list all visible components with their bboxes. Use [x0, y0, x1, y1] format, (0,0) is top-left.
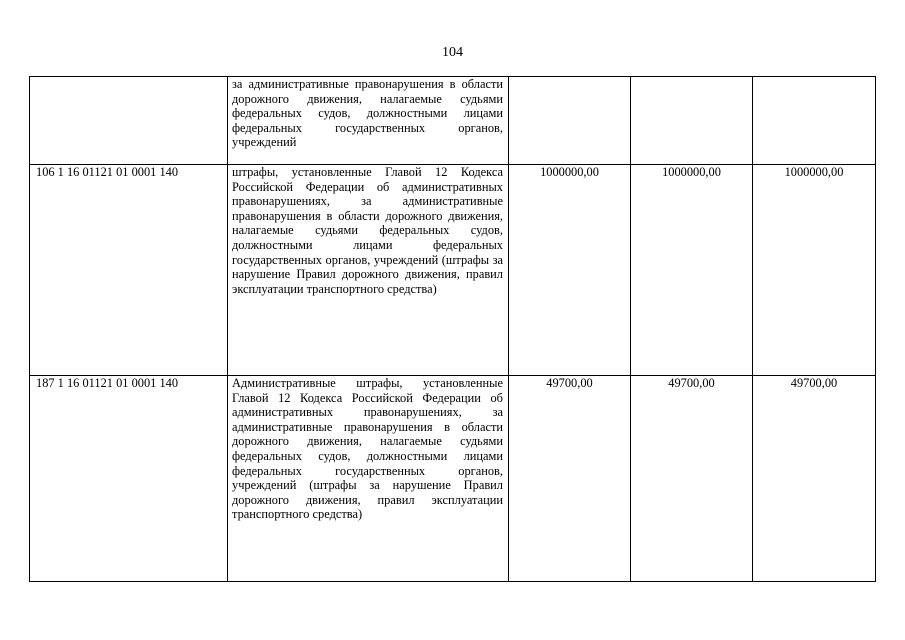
- budget-code-cell: 187 1 16 01121 01 0001 140: [30, 376, 228, 582]
- amount-cell-year-2: [631, 77, 753, 165]
- budget-code-cell: 106 1 16 01121 01 0001 140: [30, 165, 228, 376]
- amount-cell-year-1: 49700,00: [509, 376, 631, 582]
- table-row: [30, 165, 876, 376]
- amount-cell-year-2: 49700,00: [631, 376, 753, 582]
- description-cell: штрафы, установленные Главой 12 Кодекса Российской Федерации об административных правонарушениях, за административные правонарушения в области дорожного движения, налагаемые судьями федеральных судов, должностными лицами федеральных государственных органов, учреждений (штрафы за нарушение Правил дорожного движения, правил эксплуатации транспортного средства): [228, 165, 509, 376]
- amount-cell-year-3: 49700,00: [753, 376, 876, 582]
- table-row: [30, 77, 876, 165]
- description-cell: за административные правонарушения в области дорожного движения, налагаемые судьями федеральных судов, должностными лицами федеральных государственных органов, учреждений: [228, 77, 509, 165]
- page-number: 104: [442, 45, 463, 60]
- budget-code-cell: [30, 77, 228, 165]
- amount-cell-year-1: [509, 77, 631, 165]
- amount-cell-year-3: [753, 77, 876, 165]
- table-row: [30, 376, 876, 582]
- description-cell: Административные штрафы, установленные Главой 12 Кодекса Российской Федерации об административных правонарушениях, за административные правонарушения в области дорожного движения, налагаемые судьями федеральных судов, должностными лицами федеральных государственных органов, учреждений (штрафы за нарушение Правил дорожного движения, правил эксплуатации транспортного средства): [228, 376, 509, 582]
- budget-revenue-table: [29, 76, 876, 582]
- amount-cell-year-1: 1000000,00: [509, 165, 631, 376]
- amount-cell-year-2: 1000000,00: [631, 165, 753, 376]
- amount-cell-year-3: 1000000,00: [753, 165, 876, 376]
